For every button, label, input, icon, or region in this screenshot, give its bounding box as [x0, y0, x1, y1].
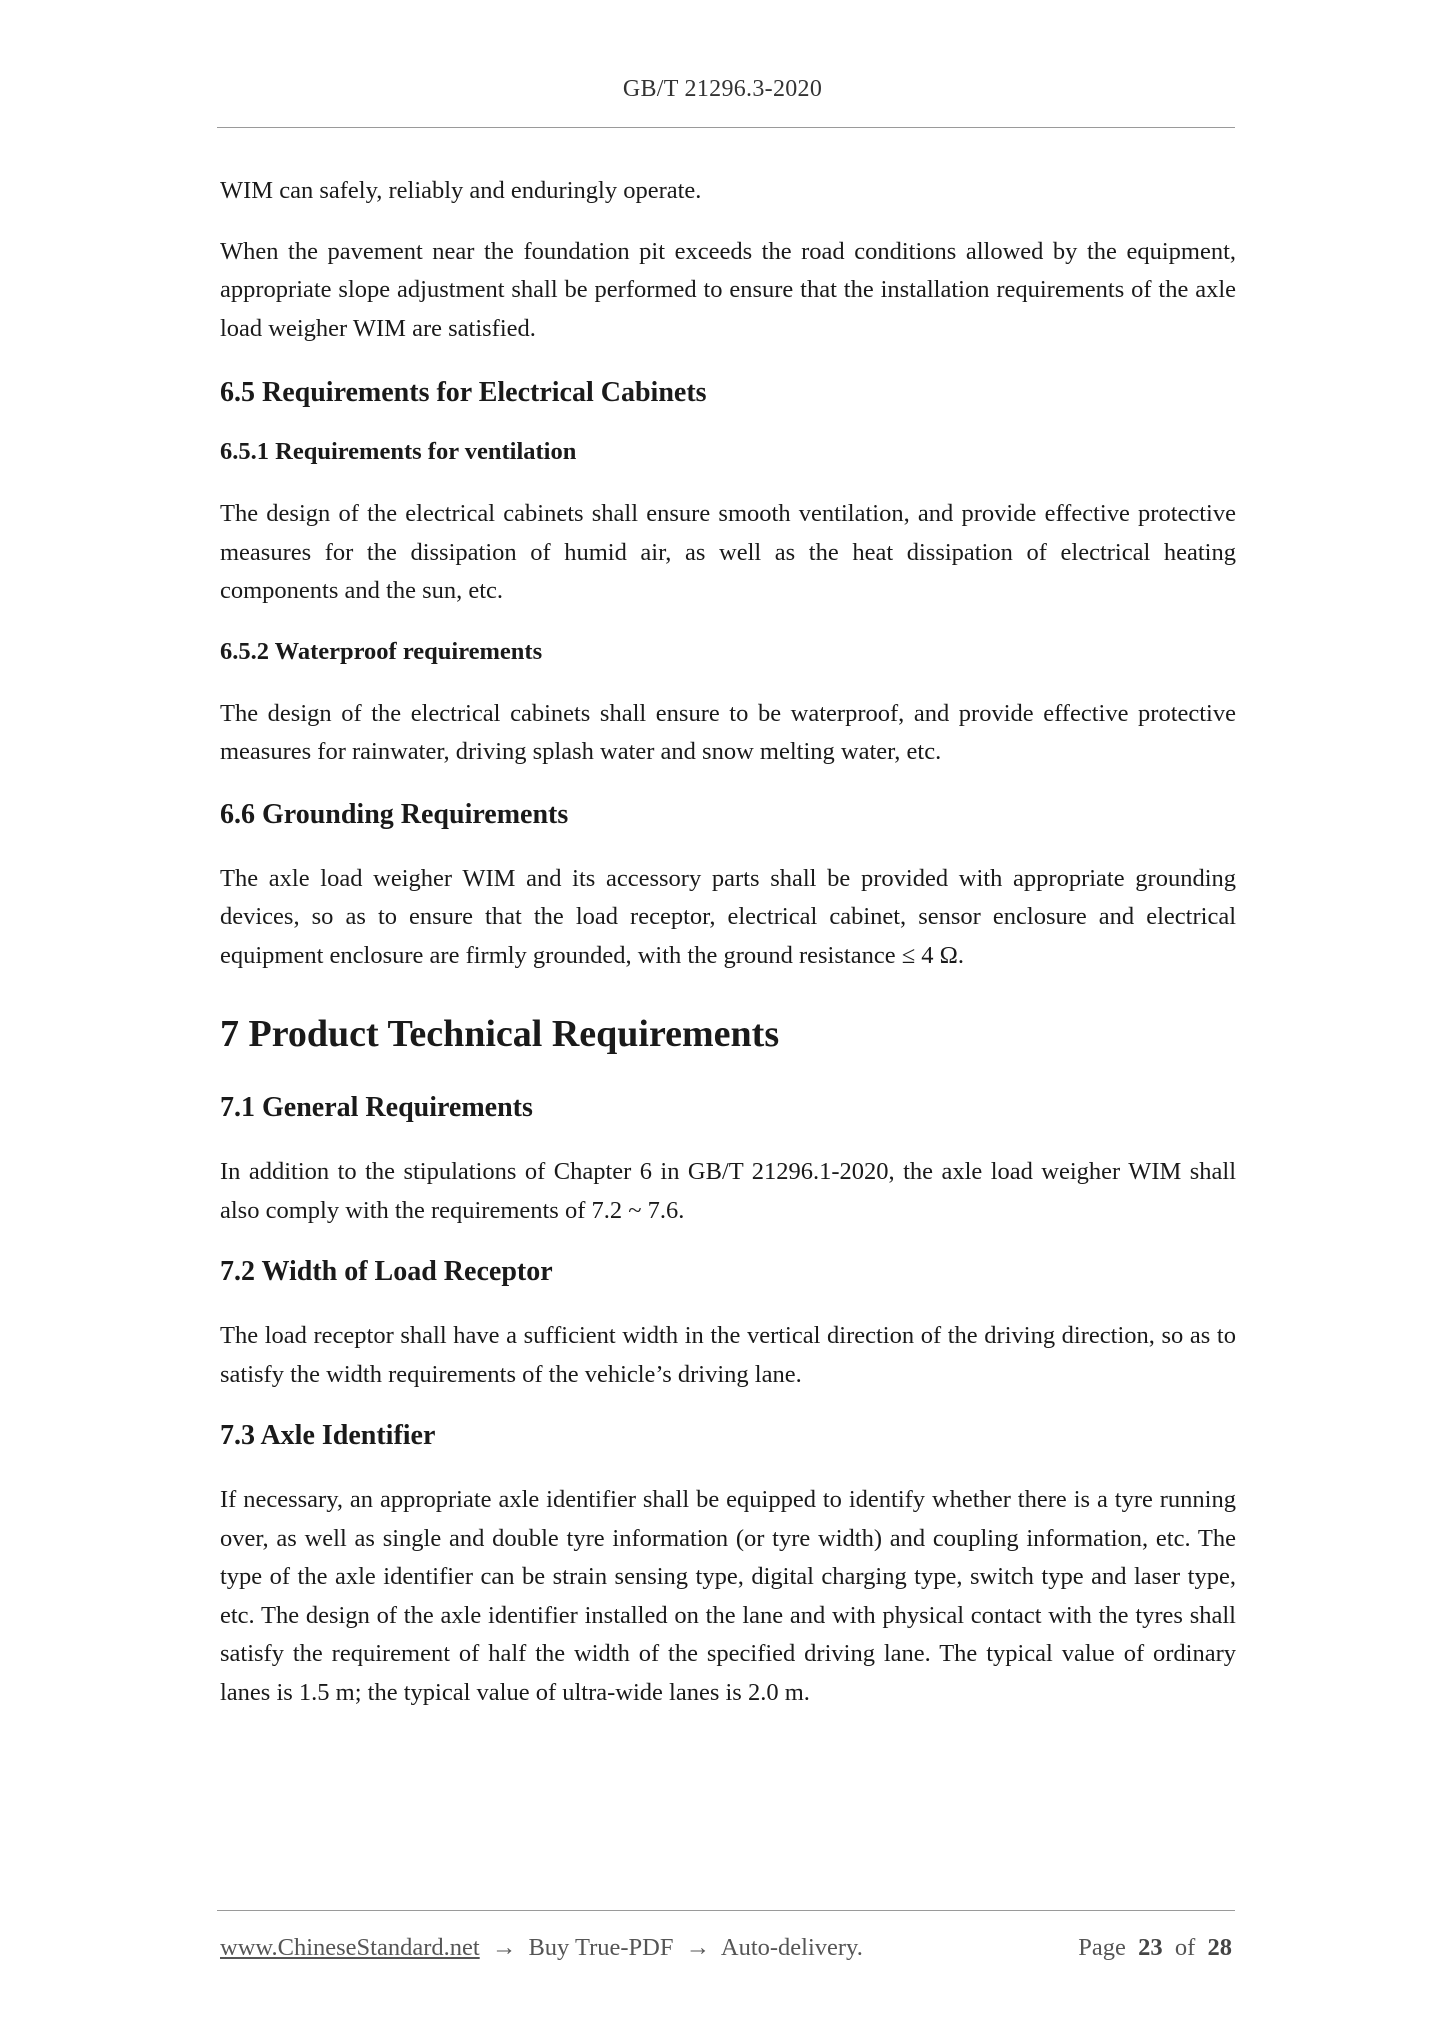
site-link[interactable]: www.ChineseStandard.net: [220, 1934, 480, 1961]
heading-6-5: 6.5 Requirements for Electrical Cabinets: [220, 377, 707, 408]
paragraph-load-receptor-width: The load receptor shall have a sufficient width in the vertical direction of the driving direction, so as to satisfy the width requirements of the vehicle’s driving lane.: [220, 1322, 1236, 1388]
right-arrow-icon: →: [491, 1934, 517, 1961]
heading-chapter-7: 7 Product Technical Requirements: [220, 1013, 780, 1055]
heading-6-6: 6.6 Grounding Requirements: [220, 798, 569, 830]
page-current: 23: [1138, 1934, 1163, 1961]
auto-delivery-text: Auto-delivery.: [720, 1934, 863, 1961]
paragraph-waterproof: The design of the electrical cabinets shall ensure to be waterproof, and provide effective protective measures for rainwater, driving splash water and snow melting water, etc.: [220, 699, 1236, 765]
heading-7-2: 7.2 Width of Load Receptor: [220, 1256, 553, 1287]
footer-divider: [217, 1910, 1235, 1911]
page-total: 28: [1207, 1934, 1232, 1961]
paragraph-general-requirements: In addition to the stipulations of Chapter 6 in GB/T 21296.1-2020, the axle load weigher WIM shall also comply with the requirements of 7.2 ~ 7.6.: [220, 1158, 1236, 1224]
document-header: GB/T 21296.3-2020: [622, 76, 823, 102]
right-arrow-icon: →: [685, 1934, 711, 1961]
paragraph-ventilation: The design of the electrical cabinets shall ensure smooth ventilation, and provide effective protective measures for the dissipation of humid air, as well as the heat dissipation of electrical heating components and the sun, etc.: [220, 500, 1236, 604]
heading-7-1: 7.1 General Requirements: [220, 1092, 533, 1123]
of-label: of: [1174, 1934, 1196, 1961]
paragraph-wim-operate: WIM can safely, reliably and enduringly operate.: [220, 177, 702, 204]
paragraph-axle-identifier: If necessary, an appropriate axle identifier shall be equipped to identify whether there is a tyre running over, as well as single and double tyre information (or tyre width) and coupling information, etc. The type of the axle identifier can be strain sensing type, digital charging type, switch type and laser type, etc. The design of the axle identifier installed on the lane and with physical contact with the tyres shall satisfy the requirement of half the width of the specified driving lane. The typical value of ordinary lanes is 1.5 m; the typical value of ultra-wide lanes is 2.0 m.: [220, 1486, 1236, 1706]
footer-links: [220, 1934, 863, 1962]
heading-6-5-2: 6.5.2 Waterproof requirements: [220, 637, 543, 665]
page-number: [1078, 1934, 1232, 1962]
buy-true-pdf-text: Buy True-PDF: [528, 1934, 674, 1961]
paragraph-pavement-slope: When the pavement near the foundation pit exceeds the road conditions allowed by the equipment, appropriate slope adjustment shall be performed to ensure that the installation requirements of the axle load weigher WIM are satisfied.: [220, 237, 1236, 342]
heading-7-3: 7.3 Axle Identifier: [220, 1420, 436, 1451]
header-divider: [217, 127, 1235, 128]
page-content: [220, 172, 1236, 1712]
page-label: Page: [1078, 1934, 1126, 1961]
heading-6-5-1: 6.5.1 Requirements for ventilation: [220, 438, 577, 465]
paragraph-grounding: The axle load weigher WIM and its accessory parts shall be provided with appropriate grounding devices, so as to ensure that the load receptor, electrical cabinet, sensor enclosure and electrical equipment enclosure are firmly grounded, with the ground resistance ≤ 4 Ω.: [220, 864, 1236, 969]
